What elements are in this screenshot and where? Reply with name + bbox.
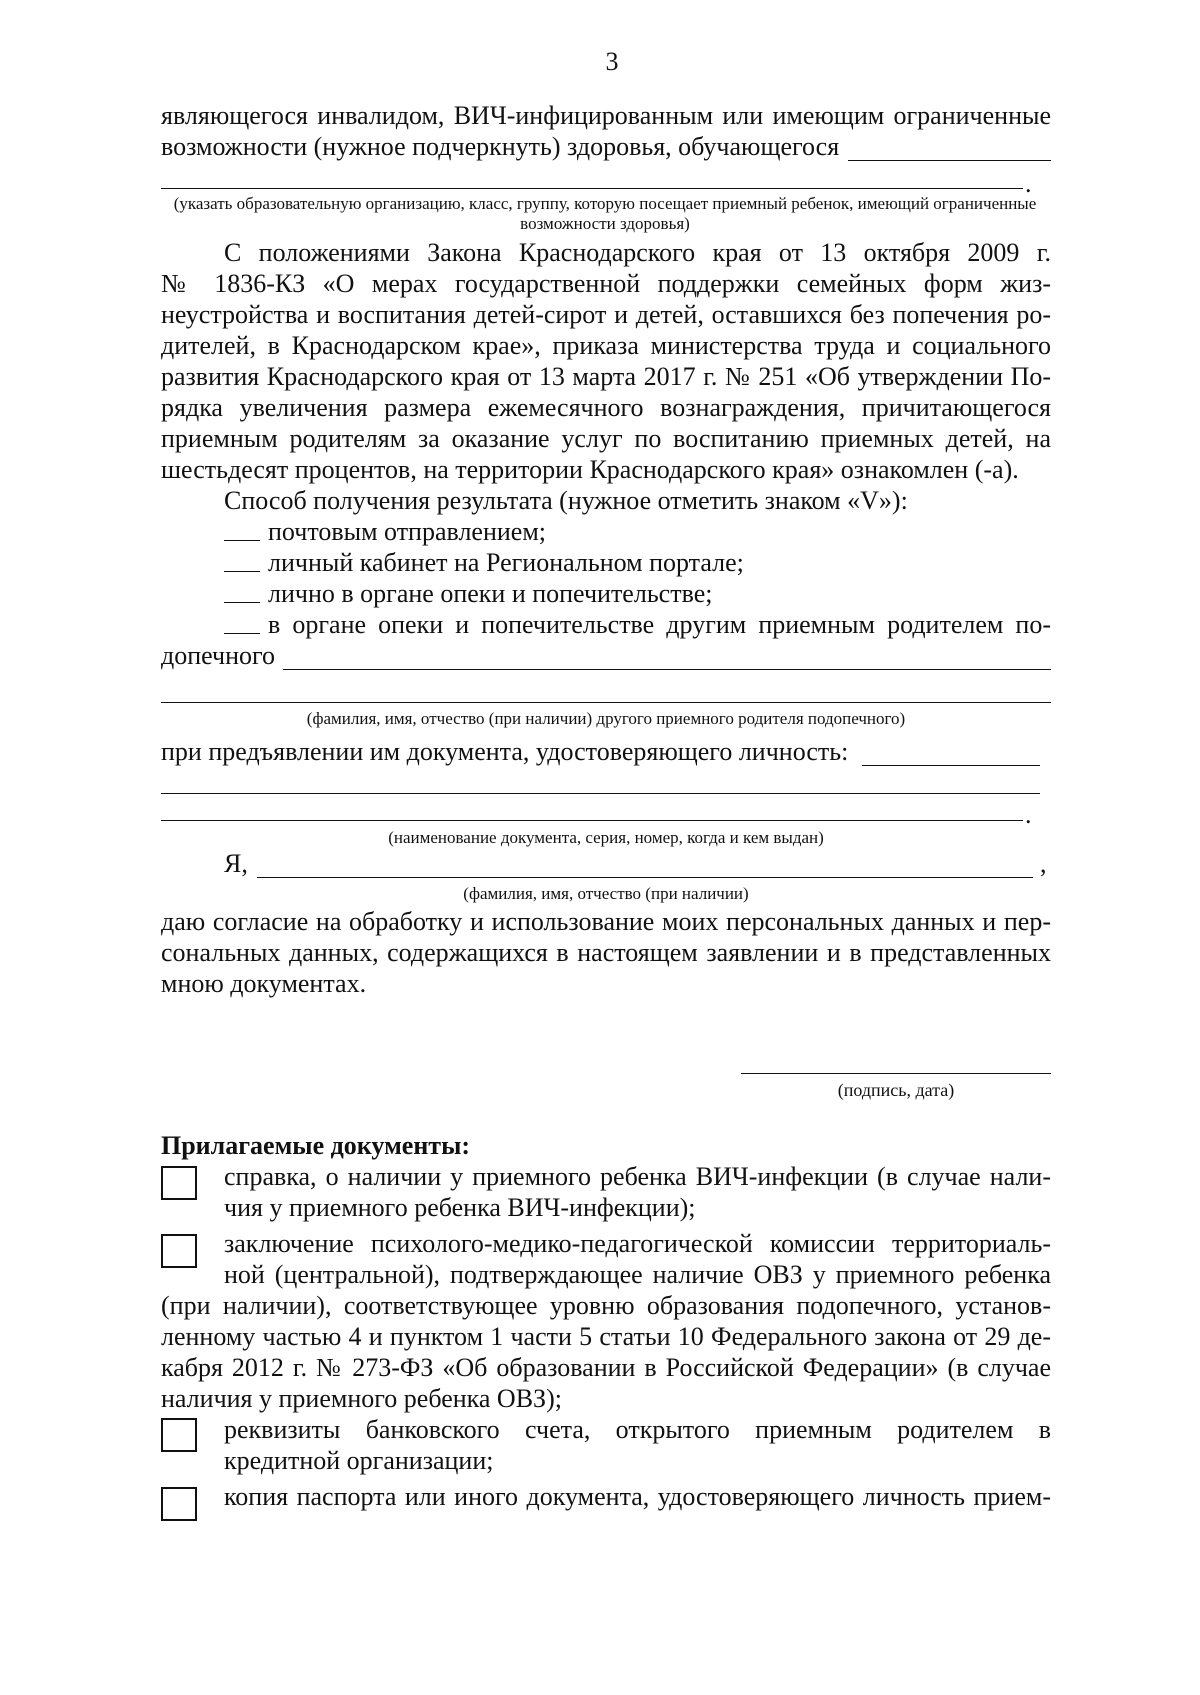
school-field-caption: (указать образовательную организацию, класс, группу, которую посещает приемный ребенок, имеющий ограниченные возможности здоровья)	[173, 194, 1037, 233]
option1-label: почтовым отправлением;	[268, 517, 547, 546]
option2-label: личный кабинет на Региональном портале;	[268, 548, 744, 577]
other-parent-field-line-2[interactable]	[161, 702, 1051, 703]
consent-name-caption: (фамилия, имя, отчество (при наличии)	[463, 884, 749, 903]
other-parent-field-line-1[interactable]	[283, 669, 1051, 670]
school-field-line-1[interactable]	[848, 160, 1051, 161]
school-field-line-2[interactable]	[161, 188, 1023, 189]
para2-line7: приемным родителям за оказание услуг по воспитанию приемных детей, на	[161, 424, 1051, 453]
attachment4-line1: копия паспорта или иного документа, удостоверяющего личность прием-	[224, 1482, 1051, 1511]
consent-line1: даю согласие на обработку и использование моих персональных данных и пер-	[161, 907, 1051, 936]
attachment1-checkbox[interactable]	[161, 1166, 197, 1200]
document-field-end-dot: .	[1025, 800, 1032, 829]
para2-line3: неустройства и воспитания детей-сирот и детей, оставшихся без попечения ро-	[161, 300, 1051, 329]
attachments-title: Прилагаемые документы:	[161, 1131, 471, 1160]
option4-mark-line[interactable]	[224, 633, 260, 634]
option3-label: лично в органе опеки и попечительстве;	[268, 579, 713, 608]
attachment4-checkbox[interactable]	[161, 1487, 197, 1521]
option1-mark-line[interactable]	[224, 540, 260, 541]
consent-line3: мною документах.	[161, 969, 367, 998]
para2-line8: шестьдесят процентов, на территории Краснодарского края» ознакомлен (-а).	[161, 455, 1019, 484]
attachment2-line2: ной (центральной), подтверждающее наличие ОВЗ у приемного ребенка	[224, 1260, 1051, 1289]
option2-mark-line[interactable]	[224, 571, 260, 572]
para1-line1: являющегося инвалидом, ВИЧ-инфицированным или имеющим ограниченные	[161, 101, 1051, 130]
option3-mark-line[interactable]	[224, 602, 260, 603]
option4-label: в органе опеки и попечительстве другим приемным родителем по-	[268, 610, 1051, 639]
attachment2-line5: кабря 2012 г. № 273-ФЗ «Об образовании в Российской Федерации» (в случае	[161, 1353, 1051, 1382]
document-line-label: при предъявлении им документа, удостоверяющего личность:	[161, 737, 849, 766]
method-title: Способ получения результата (нужное отметить знаком «V»):	[224, 486, 908, 515]
attachment1-line1: справка, о наличии у приемного ребенка ВИЧ-инфекции (в случае нали-	[224, 1162, 1051, 1191]
signature-line[interactable]	[741, 1073, 1051, 1074]
attachment3-line1: реквизиты банковского счета, открытого приемным родителем в	[224, 1415, 1051, 1444]
attachment1-line2: чия у приемного ребенка ВИЧ-инфекции);	[224, 1193, 696, 1222]
school-field-end-dot: .	[1025, 169, 1032, 198]
para2-line4: дителей, в Краснодарском крае», приказа министерства труда и социального	[161, 331, 1051, 360]
para2-line5: развития Краснодарского края от 13 марта 2017 г. № 251 «Об утверждении По-	[161, 362, 1051, 391]
document-field-line-3[interactable]	[161, 820, 1023, 821]
para1-line2: возможности (нужное подчеркнуть) здоровья, обучающегося	[161, 132, 840, 161]
attachment3-line2: кредитной организации;	[224, 1446, 494, 1475]
para2-line2: № 1836-КЗ «О мерах государственной поддержки семейных форм жиз-	[161, 269, 1051, 298]
attachment2-checkbox[interactable]	[161, 1234, 197, 1268]
document-field-line-1[interactable]	[862, 765, 1040, 766]
para2-line1: С положениями Закона Краснодарского края от 13 октября 2009 г.	[224, 238, 1051, 267]
attachment2-line1: заключение психолого-медико-педагогической комиссии территориаль-	[224, 1229, 1051, 1258]
document-field-line-2[interactable]	[161, 793, 1040, 794]
consent-comma: ,	[1040, 849, 1047, 878]
attachment2-line3: (при наличии), соответствующее уровню образования подопечного, установ-	[161, 1291, 1051, 1320]
consent-name-field-line[interactable]	[257, 877, 1033, 878]
consent-line2: сональных данных, содержащихся в настоящем заявлении и в представленных	[161, 938, 1051, 967]
other-parent-caption: (фамилия, имя, отчество (при наличии) другого приемного родителя подопечного)	[306, 709, 906, 728]
option4-continued: допечного	[161, 641, 276, 670]
attachment2-line4: ленному частью 4 и пунктом 1 части 5 статьи 10 Федерального закона от 29 де-	[161, 1322, 1051, 1351]
attachment2-line6: наличия у приемного ребенка ОВЗ);	[161, 1384, 562, 1413]
page-number: 3	[605, 47, 619, 76]
consent-ya: Я,	[224, 849, 248, 878]
attachment3-checkbox[interactable]	[161, 1418, 197, 1452]
document-caption: (наименование документа, серия, номер, когда и кем выдан)	[388, 828, 824, 847]
para2-line6: рядка увеличения размера ежемесячного вознаграждения, причитающегося	[161, 393, 1051, 422]
signature-caption: (подпись, дата)	[837, 1080, 955, 1100]
